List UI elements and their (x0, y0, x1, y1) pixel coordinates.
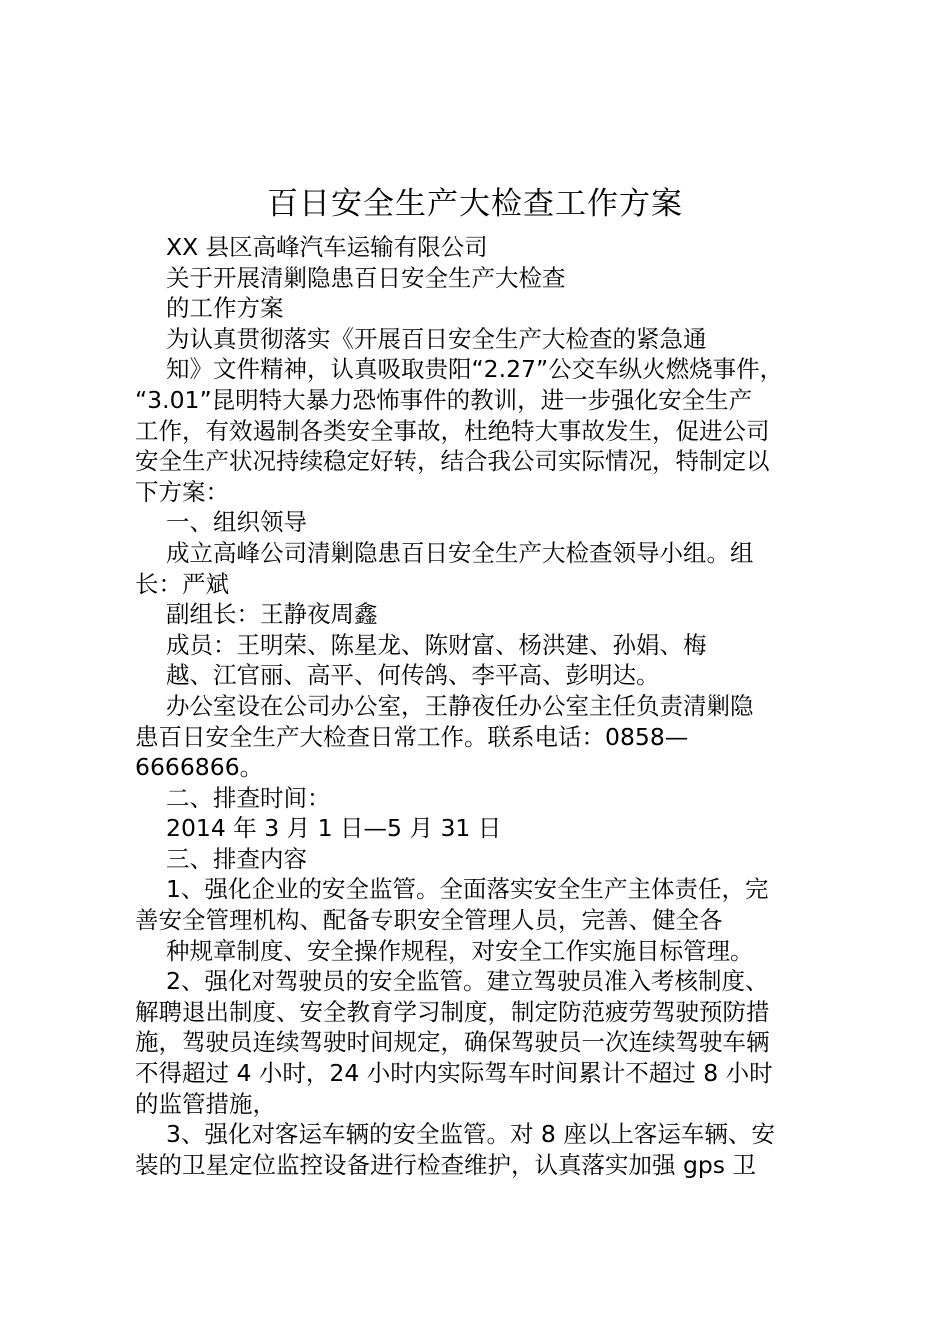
body-line: 二、排查时间： (166, 783, 331, 812)
body-line: 的监管措施， (135, 1089, 276, 1118)
body-line: 工作，有效遏制各类安全事故，杜绝特大事故发生，促进公司 (135, 416, 770, 445)
body-line: 不得超过 4 小时，24 小时内实际驾车时间累计不超过 8 小时 (135, 1059, 773, 1088)
body-line: 6666866。 (135, 753, 264, 782)
document-title: 百日安全生产大检查工作方案 (267, 186, 683, 222)
body-line: 患百日安全生产大检查日常工作。联系电话：0858— (135, 722, 689, 751)
body-line: XX 县区高峰汽车运输有限公司 (166, 233, 488, 261)
body-line: 3、强化对客运车辆的安全监管。对 8 座以上客运车辆、安 (166, 1120, 775, 1149)
body-line: 安全生产状况持续稳定好转，结合我公司实际情况，特制定以 (135, 447, 770, 476)
body-line: 越、江官丽、高平、何传鸽、李平高、彭明达。 (166, 661, 660, 690)
body-line: 知》文件精神，认真吸取贵阳“2.27”公交车纵火燃烧事件， (166, 355, 784, 384)
body-line: 种规章制度、安全操作规程，对安全工作实施目标管理。 (166, 936, 754, 965)
body-line: 施，驾驶员连续驾驶时间规定，确保驾驶员一次连续驾驶车辆 (135, 1028, 770, 1057)
body-line: 善安全管理机构、配备专职安全管理人员，完善、健全各 (135, 906, 723, 935)
document-body (135, 232, 835, 1180)
body-line: “3.01”昆明特大暴力恐怖事件的教训，进一步强化安全生产 (135, 385, 753, 414)
body-line: 的工作方案 (166, 294, 284, 323)
body-line: 装的卫星定位监控设备进行检查维护，认真落实加强 gps 卫 (135, 1150, 757, 1179)
body-line: 三、排查内容 (166, 844, 307, 873)
body-line: 副组长：王静夜周鑫 (166, 600, 378, 629)
body-line: 成立高峰公司清剿隐患百日安全生产大检查领导小组。组 (166, 538, 754, 567)
body-line: 2、强化对驾驶员的安全监管。建立驾驶员准入考核制度、 (166, 967, 769, 996)
body-line: 解聘退出制度、安全教育学习制度，制定防范疲劳驾驶预防措 (135, 997, 770, 1026)
body-line: 一、组织领导 (166, 508, 307, 537)
body-line: 下方案： (135, 477, 229, 506)
body-line: 长：严斌 (135, 569, 229, 598)
body-line: 1、强化企业的安全监管。全面落实安全生产主体责任，完 (166, 875, 769, 904)
body-line: 成员：王明荣、陈星龙、陈财富、杨洪建、孙娟、梅 (166, 630, 707, 659)
body-line: 办公室设在公司办公室，王静夜任办公室主任负责清剿隐 (166, 691, 754, 720)
body-line: 2014 年 3 月 1 日—5 月 31 日 (166, 814, 502, 843)
body-line: 关于开展清剿隐患百日安全生产大检查 (166, 263, 566, 292)
body-line: 为认真贯彻落实《开展百日安全生产大检查的紧急通 (166, 324, 707, 353)
